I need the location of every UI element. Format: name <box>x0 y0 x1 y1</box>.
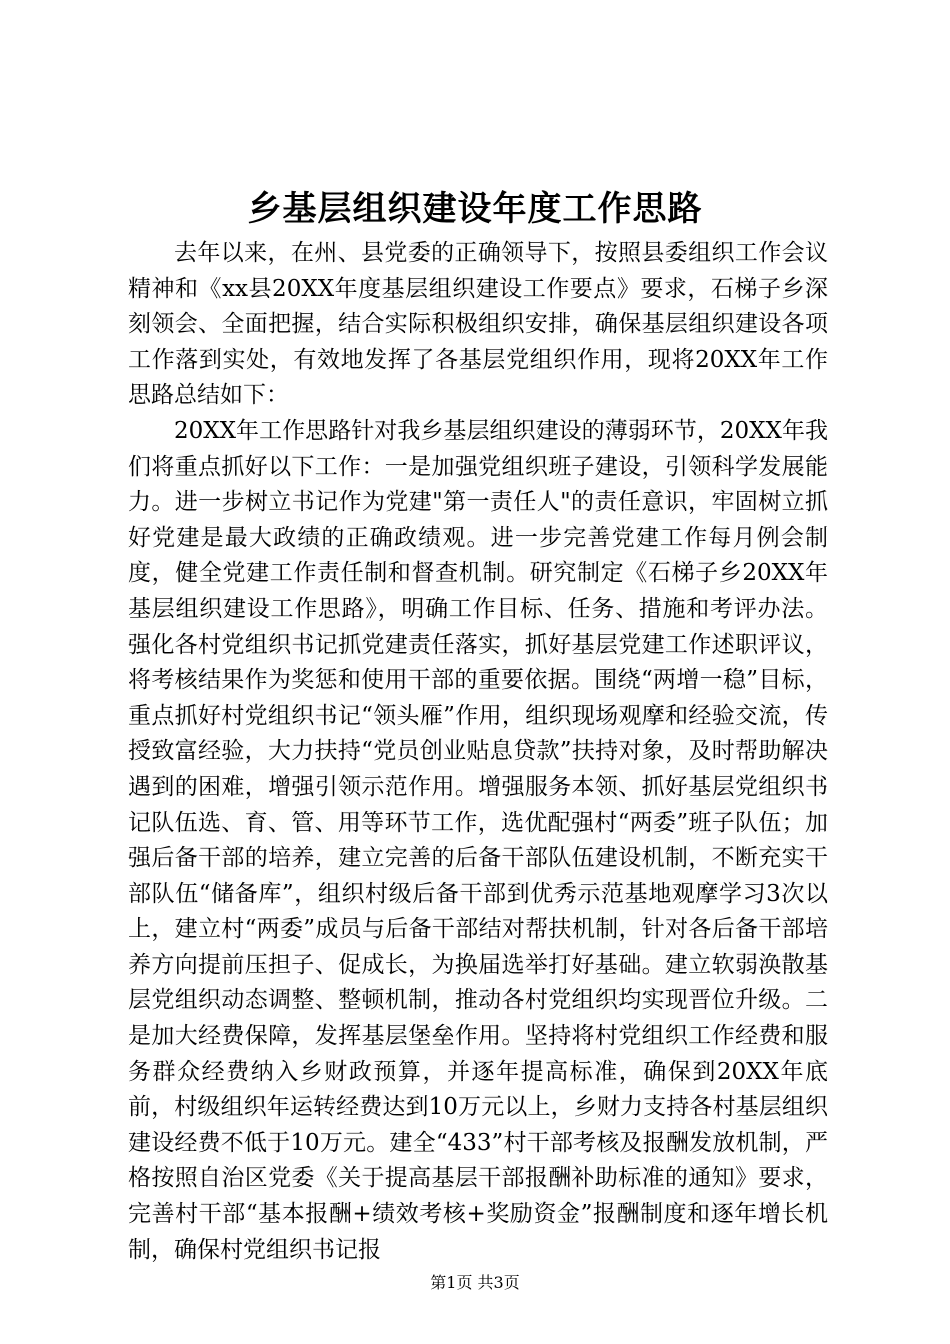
page-number: 第1页 共3页 <box>430 1273 520 1292</box>
paragraph-intro: 去年以来，在州、县党委的正确领导下，按照县委组织工作会议精神和《xx县20XX年度基层组织建设工作要点》要求，石梯子乡深刻领会、全面把握，结合实际积极组织安排，确保基层组织建设各项工作落到实处，有效地发挥了各基层党组织作用，现将20XX年工作思路总结如下： <box>128 240 828 409</box>
document-title: 乡基层组织建设年度工作思路 <box>247 189 703 229</box>
document-body <box>128 236 828 1268</box>
paragraph-work-plan: 20XX年工作思路针对我乡基层组织建设的薄弱环节，20XX年我们将重点抓好以下工作：一是加强党组织班子建设，引领科学发展能力。进一步树立书记作为党建"第一责任人"的责任意识，牢固树立抓好党建是最大政绩的正确政绩观。进一步完善党建工作每月例会制度，健全党建工作责任制和督查机制。研究制定《石梯子乡20XX年基层组织建设工作思路》，明确工作目标、任务、措施和考评办法。强化各村党组织书记抓党建责任落实，抓好基层党建工作述职评议，将考核结果作为奖惩和使用干部的重要依据。围绕“两增一稳”目标，重点抓好村党组织书记“领头雁”作用，组织现场观摩和经验交流，传授致富经验，大力扶持“党员创业贴息贷款”扶持对象，及时帮助解决遇到的困难，增强引领示范作用。增强服务本领、抓好基层党组织书记队伍选、育、管、用等环节工作，选优配强村“两委”班子队伍；加强后备干部的培养，建立完善的后备干部队伍建设机制，不断充实干部队伍“储备库”，组织村级后备干部到优秀示范基地观摩学习3次以上，建立村“两委”成员与后备干部结对帮扶机制，针对各后备干部培养方向提前压担子、促成长，为换届选举打好基础。建立软弱涣散基层党组织动态调整、整顿机制，推动各村党组织均实现晋位升级。二是加大经费保障，发挥基层堡垒作用。坚持将村党组织工作经费和服务群众经费纳入乡财政预算，并逐年提高标准，确保到20XX年底前，村级组织年运转经费达到10万元以上，乡财力支持各村基层组织建设经费不低于10万元。建全“433”村干部考核及报酬发放机制，严格按照自治区党委《关于提高基层干部报酬补助标准的通知》要求，完善村干部“基本报酬+绩效考核+奖励资金”报酬制度和逐年增长机制，确保村党组织书记报 <box>128 417 828 1263</box>
